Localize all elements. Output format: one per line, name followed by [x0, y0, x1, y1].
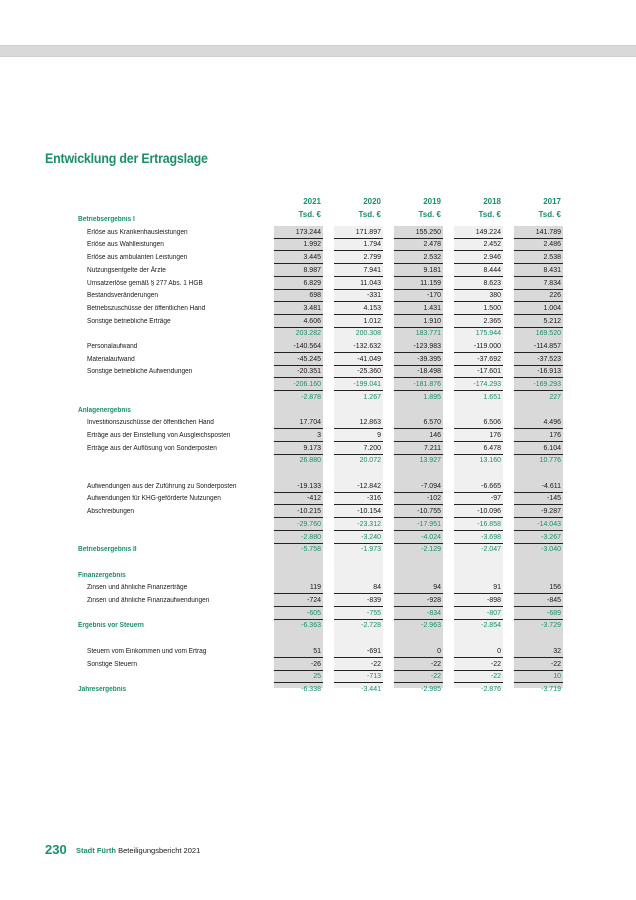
table-cell: -17.601 — [454, 366, 503, 378]
table-cell: 1.004 — [514, 303, 563, 315]
table-cell: 1.910 — [394, 316, 443, 328]
table-cell: 3 — [274, 430, 323, 442]
table-cell: 6.478 — [454, 443, 503, 455]
table-cell: -4.611 — [514, 481, 563, 493]
table-row-spacer — [0, 468, 636, 480]
table-cell: 698 — [274, 290, 323, 302]
column-year: 2020 — [363, 197, 381, 206]
table-cell: 32 — [514, 646, 563, 658]
table-cell: -3.040 — [541, 546, 561, 554]
row-label: Betriebszuschüsse der öffentlichen Hand — [87, 304, 206, 312]
table-cell: -14.043 — [514, 519, 563, 531]
row-label: Erlöse aus ambulanten Leistungen — [87, 254, 188, 262]
table-cell: 1.992 — [274, 239, 323, 251]
table-cell: -29.760 — [274, 519, 323, 531]
section-heading-row — [0, 570, 636, 582]
table-cell: -3.240 — [334, 532, 383, 544]
table-row — [0, 227, 636, 239]
row-label: Aufwendungen für KHG-geförderte Nutzungen — [87, 495, 221, 503]
table-cell: 9 — [334, 430, 383, 442]
page-title: Entwicklung der Ertragslage — [45, 151, 208, 166]
table-cell: 1.794 — [334, 239, 383, 251]
table-cell: 6.829 — [274, 278, 323, 290]
table-cell: 8.987 — [274, 265, 323, 277]
footer-text — [76, 846, 200, 855]
table-cell: -140.564 — [274, 341, 323, 353]
section-heading-row — [0, 405, 636, 417]
table-cell: -16.858 — [454, 519, 503, 531]
table-cell: -2.878 — [301, 393, 321, 401]
table-cell: 2.452 — [454, 239, 503, 251]
table-cell: -123.983 — [394, 341, 443, 353]
table-cell: 84 — [334, 582, 383, 594]
table-cell: 6.104 — [514, 443, 563, 455]
table-cell: 3.445 — [274, 252, 323, 264]
table-row — [0, 303, 636, 315]
table-cell: 155.250 — [394, 227, 443, 239]
table-cell: 13.160 — [479, 457, 501, 465]
table-cell: 2.532 — [394, 252, 443, 264]
table-cell: 141.789 — [514, 227, 563, 239]
table-cell: 169.520 — [535, 330, 561, 338]
table-cell: -2.963 — [421, 622, 441, 630]
table-cell: -839 — [334, 595, 383, 607]
table-row — [0, 341, 636, 353]
table-cell: -16.913 — [514, 366, 563, 378]
table-row — [0, 354, 636, 366]
footer-brand: Stadt Fürth — [76, 846, 116, 855]
row-label: Jahresergebnis — [78, 685, 127, 693]
table-cell: 2.478 — [394, 239, 443, 251]
table-cell: 91 — [454, 582, 503, 594]
column-year: 2021 — [303, 197, 321, 206]
row-label: Anlagenergebnis — [78, 406, 131, 414]
table-row — [0, 316, 636, 328]
table-row — [0, 443, 636, 455]
table-cell: -22 — [454, 671, 503, 683]
table-cell: 146 — [394, 430, 443, 442]
table-cell: -2.129 — [421, 546, 441, 554]
table-cell: 2.365 — [454, 316, 503, 328]
table-cell: -691 — [334, 646, 383, 658]
table-cell: -755 — [334, 608, 383, 620]
table-cell: -10.755 — [394, 506, 443, 518]
table-cell: -807 — [454, 608, 503, 620]
table-cell: -689 — [514, 608, 563, 620]
top-divider-bar — [0, 45, 636, 57]
table-cell: -1.973 — [361, 546, 381, 554]
table-cell: 149.224 — [454, 227, 503, 239]
table-cell: 17.704 — [274, 417, 323, 429]
table-row — [0, 582, 636, 594]
row-label: Betriebsergebnis I — [78, 216, 135, 223]
table-cell: -834 — [394, 608, 443, 620]
row-label: Sonstige Steuern — [87, 660, 137, 668]
row-label: Bestandsveränderungen — [87, 292, 158, 300]
table-cell: 11.159 — [394, 278, 443, 290]
table-row-total — [0, 620, 636, 632]
table-cell: 1.651 — [483, 393, 501, 401]
table-cell: -605 — [274, 608, 323, 620]
table-cell: -39.395 — [394, 354, 443, 366]
table-cell: 9.181 — [394, 265, 443, 277]
table-cell: -316 — [334, 493, 383, 505]
table-row — [0, 265, 636, 277]
table-cell: -3.698 — [454, 532, 503, 544]
table-cell: -5.758 — [301, 546, 321, 554]
table-cell: -2.985 — [421, 685, 441, 693]
table-cell: -174.293 — [454, 379, 503, 391]
table-row-subtotal — [0, 379, 636, 391]
table-cell: 26.880 — [299, 457, 321, 465]
table-row-subtotal — [0, 671, 636, 683]
table-row — [0, 646, 636, 658]
row-label: Betriebsergebnis II — [78, 546, 137, 554]
column-year: 2018 — [483, 197, 501, 206]
column-year: 2019 — [423, 197, 441, 206]
table-row — [0, 430, 636, 442]
table-cell: 1.431 — [394, 303, 443, 315]
table-cell: 1.012 — [334, 316, 383, 328]
row-label: Erträge aus der Einstellung von Ausgleichsposten — [87, 431, 231, 439]
table-cell: -23.312 — [334, 519, 383, 531]
table-cell: -19.133 — [274, 481, 323, 493]
table-cell: -6.338 — [301, 685, 321, 693]
table-cell: 5.212 — [514, 316, 563, 328]
table-row-subtotal — [0, 328, 636, 340]
column-unit: Tsd. € — [298, 210, 321, 219]
table-cell: 10.776 — [539, 457, 561, 465]
table-cell: 10 — [514, 671, 563, 683]
table-cell: 227 — [549, 393, 561, 401]
table-row-subtotal — [0, 392, 636, 404]
table-cell: 0 — [454, 646, 503, 658]
table-row-subtotal — [0, 532, 636, 544]
table-cell: -3.719 — [541, 685, 561, 693]
table-cell: 156 — [514, 582, 563, 594]
column-unit: Tsd. € — [358, 210, 381, 219]
table-cell: 12.863 — [334, 417, 383, 429]
table-cell: -10.096 — [454, 506, 503, 518]
column-year: 2017 — [543, 197, 561, 206]
section-heading-row — [0, 214, 636, 226]
table-cell: -17.951 — [394, 519, 443, 531]
row-label: Sonstige betriebliche Erträge — [87, 317, 171, 325]
table-cell: 9.173 — [274, 443, 323, 455]
table-cell: 20.072 — [359, 457, 381, 465]
table-row — [0, 239, 636, 251]
table-row-spacer — [0, 633, 636, 645]
table-cell: 8.444 — [454, 265, 503, 277]
row-label: Materialaufwand — [87, 355, 135, 363]
table-cell: -22 — [454, 659, 503, 671]
table-cell: -20.351 — [274, 366, 323, 378]
row-label: Finanzergebnis — [78, 571, 126, 579]
table-cell: 8.623 — [454, 278, 503, 290]
table-cell: 11.043 — [334, 278, 383, 290]
row-label: Aufwendungen aus der Zuführung zu Sonderposten — [87, 482, 237, 490]
table-cell: -2.047 — [481, 546, 501, 554]
table-cell: -898 — [454, 595, 503, 607]
table-cell: 4.153 — [334, 303, 383, 315]
table-cell: -169.293 — [514, 379, 563, 391]
table-cell: -22 — [334, 659, 383, 671]
table-cell: -18.498 — [394, 366, 443, 378]
table-row-subtotal — [0, 455, 636, 467]
table-cell: -114.857 — [514, 341, 563, 353]
row-label: Umsatzerlöse gemäß § 277 Abs. 1 HGB — [87, 279, 203, 287]
table-cell: 2.538 — [514, 252, 563, 264]
row-label: Personalaufwand — [87, 343, 138, 350]
table-cell: -9.287 — [514, 506, 563, 518]
table-cell: -22 — [394, 659, 443, 671]
table-cell: -12.842 — [334, 481, 383, 493]
table-cell: -3.729 — [541, 622, 561, 630]
table-cell: -37.523 — [514, 354, 563, 366]
table-cell: -928 — [394, 595, 443, 607]
table-cell: -206.160 — [274, 379, 323, 391]
row-label: Ergebnis vor Steuern — [78, 622, 144, 630]
table-row — [0, 417, 636, 429]
table-row — [0, 366, 636, 378]
table-row — [0, 595, 636, 607]
table-cell: 6.570 — [394, 417, 443, 429]
table-cell: -199.041 — [334, 379, 383, 391]
table-cell: 1.267 — [363, 393, 381, 401]
table-row-total — [0, 684, 636, 696]
table-cell: -25.360 — [334, 366, 383, 378]
table-cell: 7.834 — [514, 278, 563, 290]
table-row — [0, 252, 636, 264]
table-cell: 7.211 — [394, 443, 443, 455]
table-cell: -102 — [394, 493, 443, 505]
table-cell: 25 — [274, 671, 323, 683]
footer-report: Beteiligungsbericht 2021 — [118, 846, 201, 855]
table-row — [0, 506, 636, 518]
table-cell: -37.692 — [454, 354, 503, 366]
table-cell: -10.154 — [334, 506, 383, 518]
row-label: Abschreibungen — [87, 508, 135, 516]
table-cell: 183.771 — [415, 330, 441, 338]
table-cell: 2.799 — [334, 252, 383, 264]
table-cell: 0 — [394, 646, 443, 658]
table-cell: 226 — [514, 290, 563, 302]
table-cell: 4.496 — [514, 417, 563, 429]
table-cell: -2.876 — [481, 685, 501, 693]
table-cell: -7.094 — [394, 481, 443, 493]
table-cell: 7.200 — [334, 443, 383, 455]
table-cell: 176 — [514, 430, 563, 442]
table-cell: -119.000 — [454, 341, 503, 353]
table-cell: 7.941 — [334, 265, 383, 277]
table-row — [0, 493, 636, 505]
table-cell: -6.363 — [301, 622, 321, 630]
table-cell: 3.481 — [274, 303, 323, 315]
table-cell: -724 — [274, 595, 323, 607]
table-cell: -97 — [454, 493, 503, 505]
row-label: Sonstige betriebliche Aufwendungen — [87, 368, 193, 376]
table-cell: 171.897 — [334, 227, 383, 239]
table-row — [0, 290, 636, 302]
table-row — [0, 659, 636, 671]
table-cell: -3.267 — [514, 532, 563, 544]
table-cell: -22 — [514, 659, 563, 671]
table-cell: -6.665 — [454, 481, 503, 493]
table-cell: 1.895 — [423, 393, 441, 401]
row-label: Steuern vom Einkommen und vom Ertrag — [87, 647, 207, 655]
table-cell: -170 — [394, 290, 443, 302]
row-label: Zinsen und ähnliche Finanzerträge — [87, 584, 188, 592]
table-cell: -331 — [334, 290, 383, 302]
row-label: Zinsen und ähnliche Finanzaufwendungen — [87, 597, 210, 604]
table-cell: -10.215 — [274, 506, 323, 518]
row-label: Investitionszuschüsse der öffentlichen Hand — [87, 419, 214, 427]
table-cell: 2.486 — [514, 239, 563, 251]
table-cell: -845 — [514, 595, 563, 607]
table-cell: 200.308 — [355, 330, 381, 338]
row-label: Erträge aus der Auflösung von Sonderposten — [87, 444, 217, 452]
table-row — [0, 481, 636, 493]
table-cell: -2.880 — [274, 532, 323, 544]
table-cell: -4.024 — [394, 532, 443, 544]
row-label: Erlöse aus Wahlleistungen — [87, 241, 164, 249]
table-row-spacer — [0, 557, 636, 569]
table-cell: 13.927 — [419, 457, 441, 465]
table-cell: 8.431 — [514, 265, 563, 277]
table-row-total — [0, 544, 636, 556]
table-cell: 51 — [274, 646, 323, 658]
column-unit: Tsd. € — [538, 210, 561, 219]
table-cell: 1.500 — [454, 303, 503, 315]
column-unit: Tsd. € — [478, 210, 501, 219]
table-cell: 173.244 — [274, 227, 323, 239]
table-cell: 380 — [454, 290, 503, 302]
table-cell: -145 — [514, 493, 563, 505]
table-cell: -2.854 — [481, 622, 501, 630]
table-cell: -3.441 — [361, 685, 381, 693]
table-cell: 203.282 — [295, 330, 321, 338]
table-cell: -41.049 — [334, 354, 383, 366]
table-cell: 6.506 — [454, 417, 503, 429]
table-cell: -132.632 — [334, 341, 383, 353]
table-cell: 94 — [394, 582, 443, 594]
row-label: Erlöse aus Krankenhausleistungen — [87, 228, 188, 236]
table-cell: -26 — [274, 659, 323, 671]
table-cell: 175.944 — [475, 330, 501, 338]
table-cell: 4.606 — [274, 316, 323, 328]
table-cell: 2.946 — [454, 252, 503, 264]
table-cell: -45.245 — [274, 354, 323, 366]
table-cell: -181.876 — [394, 379, 443, 391]
table-cell: 119 — [274, 582, 323, 594]
table-row-subtotal — [0, 519, 636, 531]
table-cell: -2.728 — [361, 622, 381, 630]
table-cell: -713 — [334, 671, 383, 683]
table-cell: 176 — [454, 430, 503, 442]
table-row — [0, 278, 636, 290]
table-cell: -412 — [274, 493, 323, 505]
table-row-subtotal — [0, 608, 636, 620]
page-number: 230 — [45, 842, 67, 857]
row-label: Nutzungsentgelte der Ärzte — [87, 266, 166, 274]
column-unit: Tsd. € — [418, 210, 441, 219]
table-cell: -22 — [394, 671, 443, 683]
